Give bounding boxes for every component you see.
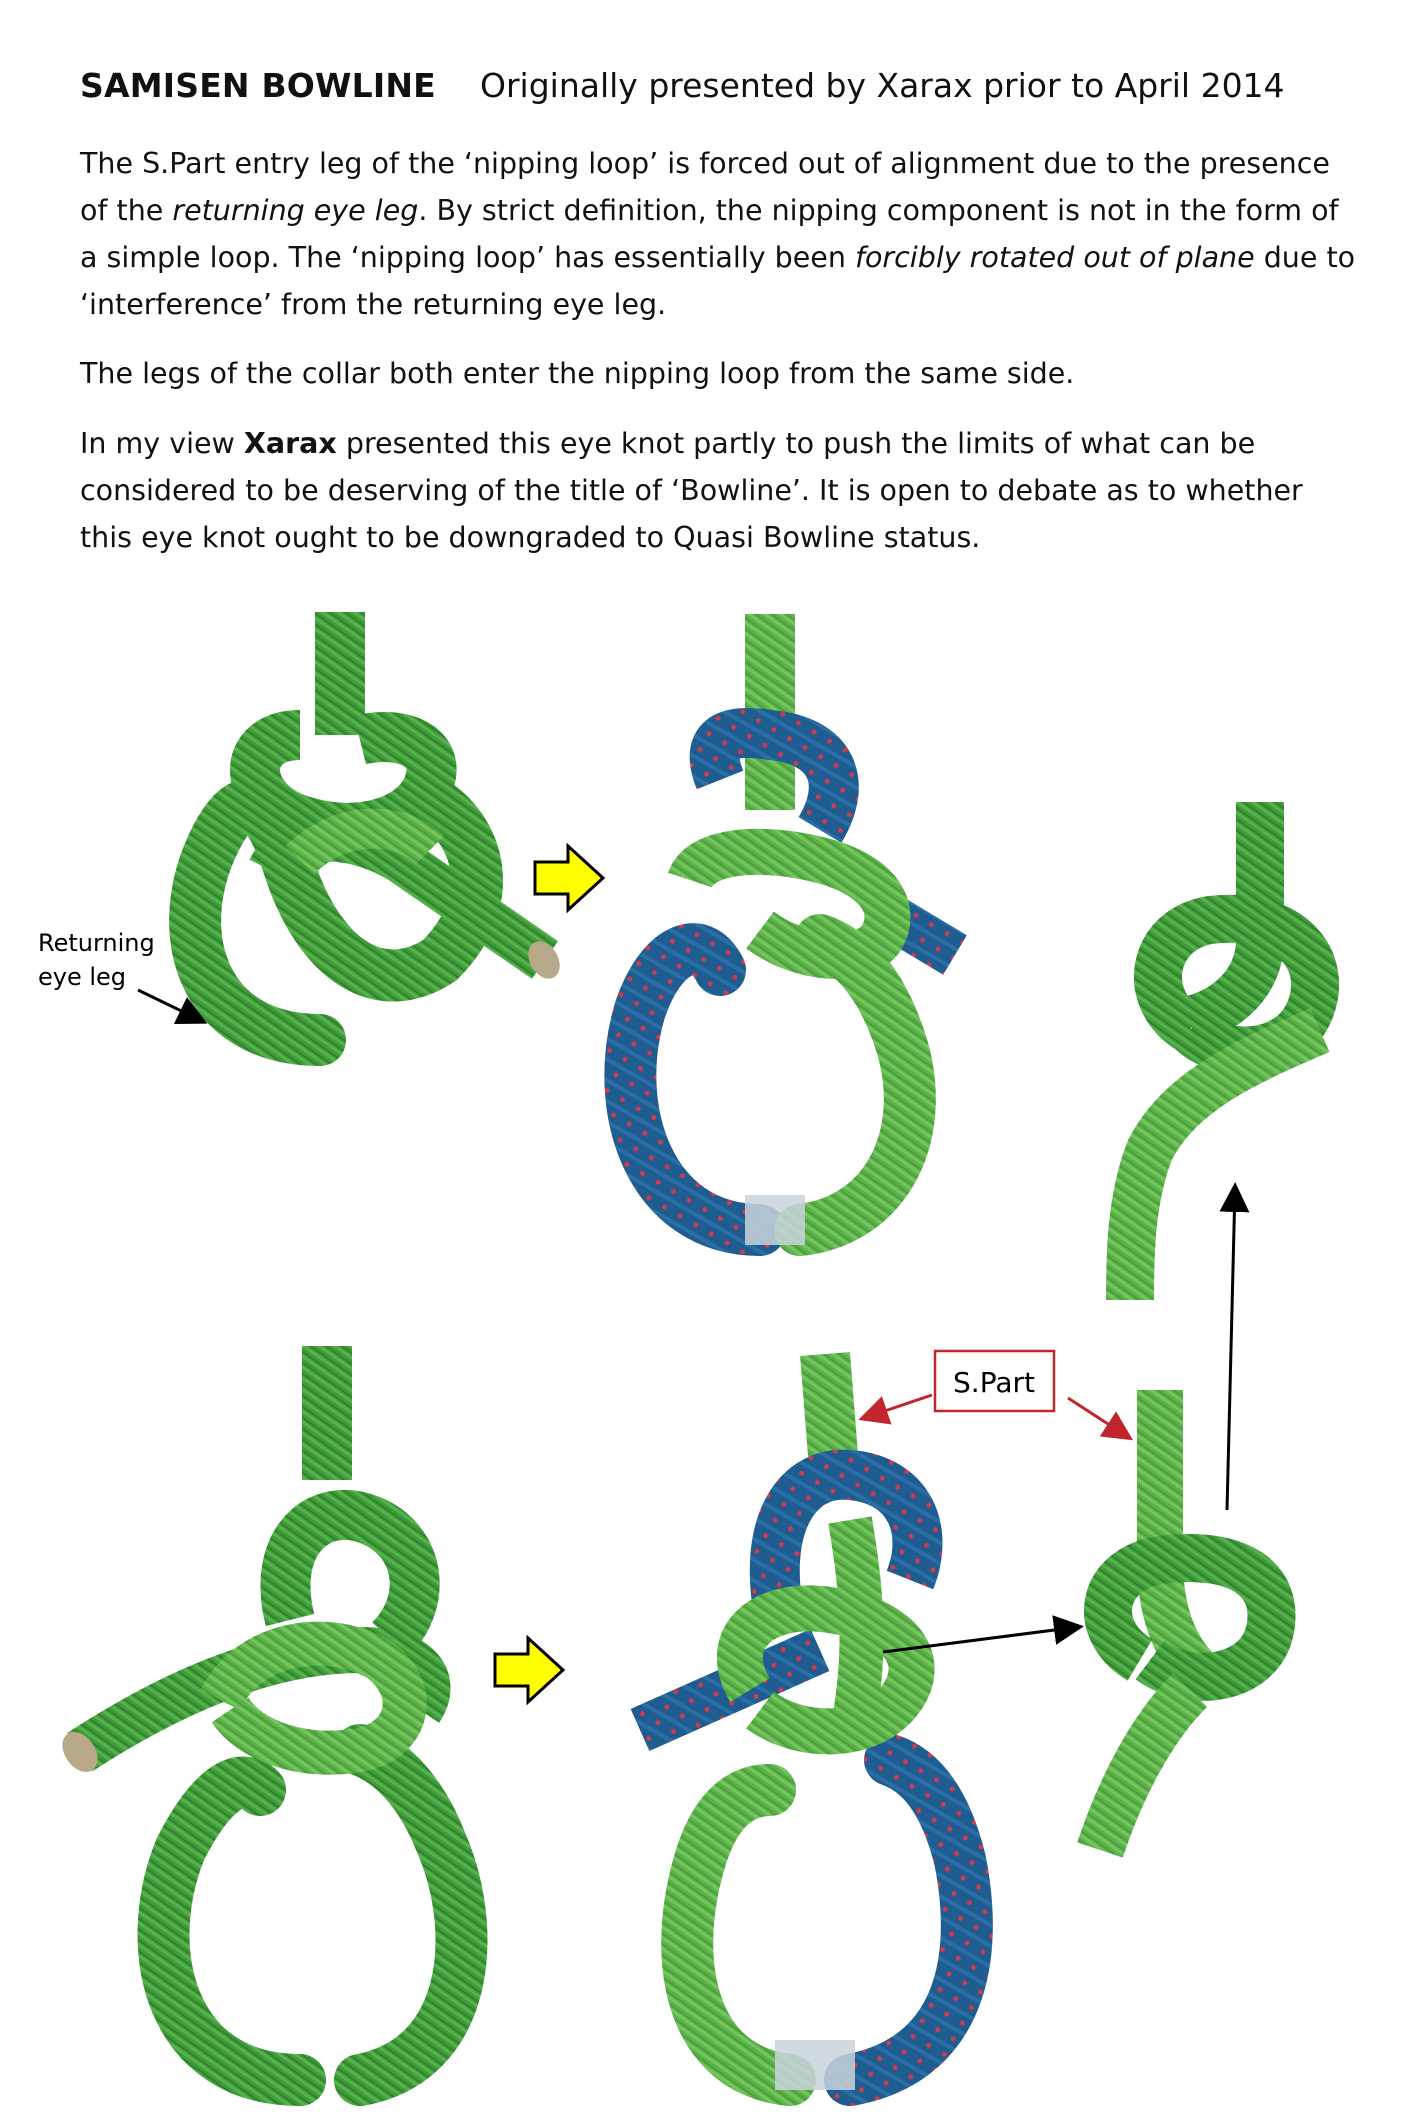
page-subtitle: Originally presented by Xarax prior to April 2014 xyxy=(480,66,1285,105)
knot-photo-bottom-right xyxy=(1100,1390,1272,1850)
returning-eye-leg-line2: eye leg xyxy=(38,963,127,991)
paragraph-opinion-strong: Xarax xyxy=(243,427,337,460)
red-arrow-icon xyxy=(864,1395,932,1418)
spart-label-text: S.Part xyxy=(953,1366,1035,1399)
paragraph-opinion xyxy=(80,420,1360,561)
page-header xyxy=(80,62,1340,122)
yellow-arrow-icon xyxy=(495,1638,563,1702)
paragraph-collar-text: The legs of the collar both enter the nipping loop from the same side. xyxy=(80,357,1075,390)
knot-photo-bottom-middle xyxy=(640,1354,967,2090)
knot-photo-bottom-left xyxy=(55,1346,461,2080)
knot-figure xyxy=(0,590,1411,2110)
knot-photo-top-middle xyxy=(630,614,955,1245)
spart-label xyxy=(935,1351,1054,1411)
paragraph-alignment-text-1: The S.Part entry leg of the ‘nipping loop’ is forced out of alignment due to the presence of the xyxy=(80,147,1330,227)
paragraph-alignment-text-2: . By strict definition, the nipping component is not in the form of a simple loop. The ‘nipping loop’ has essentially been xyxy=(80,194,1339,274)
red-arrow-icon xyxy=(1068,1398,1128,1437)
paragraph-alignment-emphasis-1: returning eye leg xyxy=(172,194,419,227)
paragraph-alignment-emphasis-2: forcibly rotated out of plane xyxy=(854,241,1255,274)
returning-eye-leg-label xyxy=(38,929,155,991)
page-title: SAMISEN BOWLINE xyxy=(80,66,436,105)
paragraph-opinion-text-1: In my view xyxy=(80,427,244,460)
knot-photo-top-left xyxy=(195,612,566,1040)
paragraph-alignment xyxy=(80,140,1360,328)
yellow-arrow-icon xyxy=(535,846,603,910)
paragraph-opinion-text-2: presented this eye knot partly to push the limits of what can be considered to be deserving of the title of ‘Bowline’. It is open to debate as to whether this eye knot ought to be downgraded to Quasi Bowline status. xyxy=(80,427,1303,554)
knot-photo-top-right xyxy=(1130,802,1320,1300)
black-arrow-icon xyxy=(1227,1188,1235,1510)
paragraph-collar xyxy=(80,350,1360,397)
returning-eye-leg-line1: Returning xyxy=(38,929,155,957)
paragraph-alignment-text-3: due to ‘interference’ from the returning eye leg. xyxy=(80,241,1356,321)
